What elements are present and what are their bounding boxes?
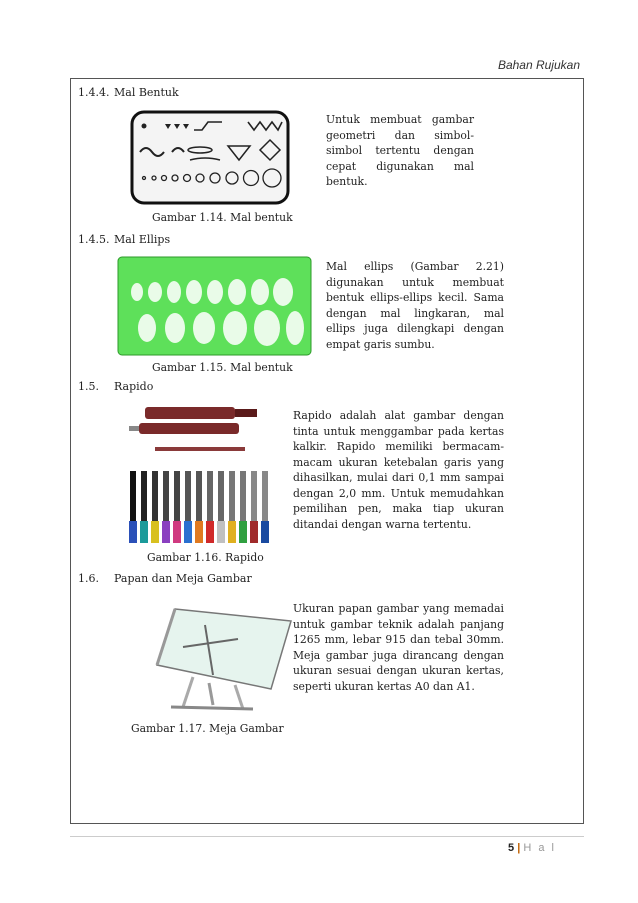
section-paragraph-mal-bentuk: Untuk membuat gambar geometri dan simbol-simbol tertentu dengan cepat digunakan mal bentuk. — [326, 113, 474, 188]
ellipse-stencil-image — [117, 256, 312, 356]
section-heading-papan-meja-gambar: 1.6. Papan dan Meja Gambar — [78, 572, 252, 585]
figure-caption-1-14: Gambar 1.14. Mal bentuk — [152, 211, 293, 224]
page-header: Bahan Rujukan — [497, 58, 580, 72]
section-paragraph-mal-ellips: Mal ellips (Gambar 2.21) digunakan untuk membuat bentuk ellips-ellips kecil. Sama dengan mal lingkaran, mal ellips juga dilengkapi dengan empat garis sumbu. — [326, 260, 504, 351]
figure-caption-1-16: Gambar 1.16. Rapido — [147, 551, 264, 564]
section-heading-rapido: 1.5. Rapido — [78, 380, 154, 393]
section-paragraph-rapido: Rapido adalah alat gambar dengan tinta untuk menggambar pada kertas kalkir. Rapido memiliki bermacam-macam ukuran ketebalan garis yang dihasilkan, mulai dari 0,1 mm sampai dengan 2,0 mm. Untuk memudahkan pemilihan pen, maka tiap ukuran ditandai dengan warna tertentu. — [293, 409, 504, 531]
footer-separator: | — [517, 842, 521, 854]
section-heading-mal-ellips: 1.4.5. Mal Ellips — [78, 233, 171, 246]
page-number: 5 — [508, 842, 515, 854]
footer-divider — [70, 836, 584, 837]
figure-caption-1-17: Gambar 1.17. Meja Gambar — [131, 722, 284, 735]
footer-label: H a l — [523, 842, 556, 854]
section-paragraph-papan-meja-gambar: Ukuran papan gambar yang memadai untuk gambar teknik adalah panjang 1265 mm, lebar 915 dan tebal 30mm. Meja gambar juga dirancang dengan ukuran sesuai dengan ukuran kertas, seperti ukuran kertas A0 dan A1. — [293, 602, 504, 693]
figure-caption-1-15: Gambar 1.15. Mal bentuk — [152, 361, 293, 374]
rapido-pens-image — [125, 403, 275, 546]
shape-stencil-image — [130, 110, 290, 205]
drafting-table-image — [143, 597, 293, 712]
page-footer — [508, 842, 556, 854]
section-heading-mal-bentuk: 1.4.4. Mal Bentuk — [78, 86, 179, 99]
